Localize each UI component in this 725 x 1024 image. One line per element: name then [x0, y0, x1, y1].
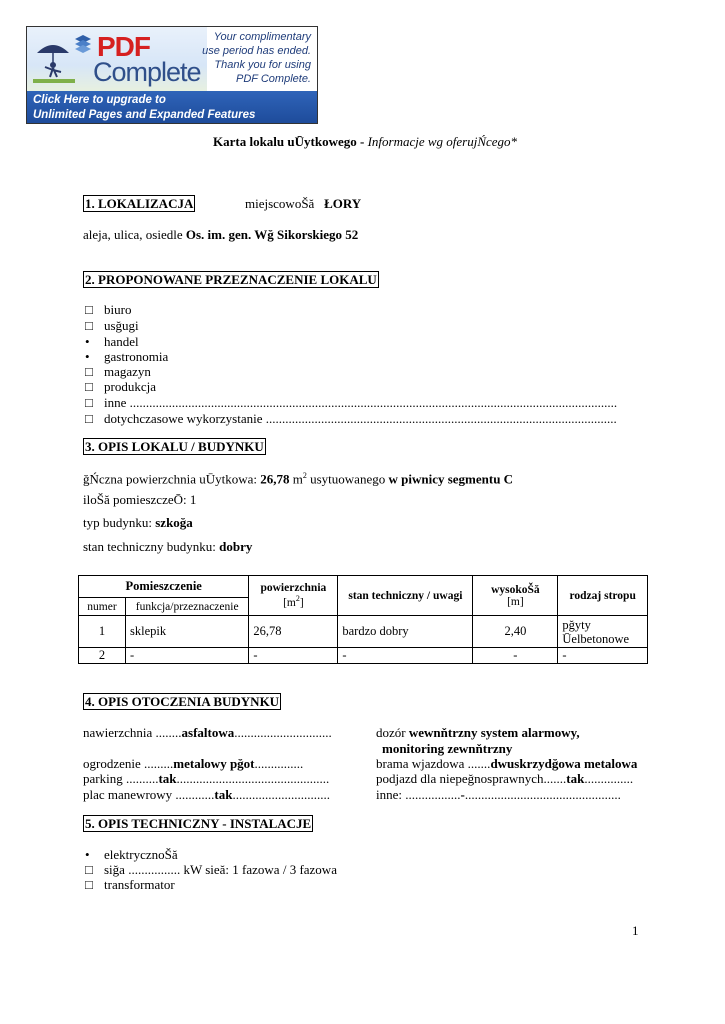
- banner-message-line: Your complimentary: [213, 31, 311, 43]
- purpose-option[interactable]: [85, 411, 617, 427]
- building-state-value: dobry: [219, 539, 253, 554]
- header-ceiling: rodzaj stropu: [558, 576, 648, 616]
- city-label: miejscowoŠă: [245, 196, 315, 211]
- cell-ceiling: pğyty Ūelbetonowe: [558, 616, 648, 648]
- city-line: [245, 196, 361, 212]
- guard-value-2: monitoring zewnňtrzny: [382, 741, 513, 756]
- street-label: aleja, ulica, osiedle: [83, 227, 186, 242]
- purpose-option[interactable]: [85, 318, 139, 334]
- option-mark: •: [85, 334, 90, 349]
- gate-label: brama wjazdowa .......: [376, 756, 491, 771]
- table-row: [79, 648, 648, 664]
- building-state-label: stan techniczny budynku:: [83, 539, 220, 554]
- section-4-heading: [83, 694, 281, 710]
- item-mark: □: [85, 877, 93, 892]
- item-label: transformator: [104, 877, 175, 892]
- header-rooms: Pomieszczenie: [79, 576, 249, 598]
- section-5-heading-text: 5. OPIS TECHNICZNY - INSTALACJE: [85, 816, 312, 831]
- section-4-heading-text: 4. OPIS OTOCZENIA BUDYNKU: [85, 694, 280, 709]
- option-mark: □: [85, 364, 93, 379]
- guard-line: [376, 725, 580, 741]
- surface-line: [83, 725, 332, 741]
- building-type-label: typ budynku:: [83, 515, 156, 530]
- upgrade-link-line[interactable]: Unlimited Pages and Expanded Features: [33, 109, 256, 121]
- table-header-row: [79, 576, 648, 598]
- location-value: w piwnicy segmentu C: [388, 471, 514, 487]
- section-2-heading-text: 2. PROPONOWANE PRZEZNACZENIE LOKALU: [85, 272, 377, 287]
- purpose-option[interactable]: [85, 349, 168, 365]
- gate-value: dwuskrzydğowa metalowa: [490, 756, 638, 771]
- option-mark: □: [85, 411, 93, 426]
- cell-number: 1: [79, 616, 126, 648]
- other-line: [376, 787, 621, 803]
- option-label: usğugi: [104, 318, 139, 333]
- option-label: biuro: [104, 302, 132, 317]
- cell-state: bardzo dobry: [338, 616, 473, 648]
- guard-value-1: wewnňtrzny system alarmowy,: [408, 725, 580, 740]
- option-mark: □: [85, 379, 93, 394]
- surface-value: asfaltowa: [181, 725, 235, 740]
- building-type-line: [83, 515, 193, 531]
- rooms-line: [83, 492, 196, 508]
- surface-dots: ..............................: [234, 725, 332, 740]
- header-height-unit: [m]: [507, 595, 524, 608]
- item-mark: •: [85, 847, 90, 862]
- yard-dots: ..............................: [232, 787, 330, 802]
- banner-message-line: PDF Complete.: [236, 73, 311, 85]
- item-label: siğa ................ kW sieă: 1 fazowa / 3 fazowa: [104, 862, 337, 877]
- area-value: 26,78: [260, 471, 290, 487]
- section-3-heading: [83, 439, 266, 455]
- title-italic: Informacje wg oferujŃcego*: [367, 134, 518, 149]
- purpose-option[interactable]: [85, 364, 151, 380]
- yard-label: plac manewrowy ............: [83, 787, 215, 802]
- header-state: stan techniczny / uwagi: [338, 576, 473, 616]
- banner-top: [27, 27, 318, 91]
- area-label: ğŃczna powierzchnia uŪytkowa:: [83, 471, 261, 487]
- yard-value: tak: [214, 787, 233, 802]
- access-value: tak: [566, 771, 585, 786]
- gate-line: [376, 756, 637, 772]
- section-1-heading-text: 1. LOKALIZACJA: [85, 196, 194, 211]
- banner-message-line: Thank you for using: [214, 59, 311, 71]
- layers-icon: [73, 33, 93, 55]
- option-label: produkcja: [104, 379, 156, 394]
- cell-function: sklepik: [126, 616, 249, 648]
- installation-item[interactable]: [85, 862, 337, 878]
- area-unit: m: [289, 471, 303, 487]
- item-mark: □: [85, 862, 93, 877]
- option-label: inne ......................................................................................................................................................: [104, 395, 618, 410]
- table-row: [79, 616, 648, 648]
- banner-logo-pdf: PDF: [97, 31, 150, 62]
- parking-dots: ...............................................: [176, 771, 330, 786]
- option-mark: •: [85, 349, 90, 364]
- parking-line: [83, 771, 329, 787]
- other-value: -: [460, 787, 465, 802]
- header-area-label: powierzchnia: [260, 582, 327, 595]
- option-mark: □: [85, 302, 93, 317]
- parking-label: parking ..........: [83, 771, 159, 786]
- fence-dots: ...............: [254, 756, 304, 771]
- installation-item[interactable]: [85, 847, 178, 863]
- section-5-heading: [83, 816, 313, 832]
- cell-ceiling: -: [558, 648, 648, 664]
- area-line: [83, 471, 513, 487]
- section-2-heading: [83, 272, 379, 288]
- header-number: numer: [79, 598, 126, 616]
- purpose-option[interactable]: [85, 302, 131, 318]
- banner-logo-area: [27, 27, 207, 91]
- cell-area: -: [249, 648, 338, 664]
- cell-state: -: [338, 648, 473, 664]
- cell-height: -: [473, 648, 558, 664]
- building-state-line: [83, 539, 252, 555]
- header-area-unit-close: ]: [299, 596, 304, 609]
- header-area: [249, 576, 338, 616]
- page-title: [213, 134, 517, 150]
- purpose-option[interactable]: [85, 395, 617, 411]
- upgrade-link-line[interactable]: Click Here to upgrade to: [33, 94, 166, 106]
- area-unit-sup: 2: [302, 471, 307, 480]
- access-dots: ...............: [584, 771, 634, 786]
- page-number: 1: [632, 923, 639, 938]
- option-label: magazyn: [104, 364, 151, 379]
- rooms-table: [78, 575, 648, 664]
- upgrade-link[interactable]: [27, 91, 318, 124]
- section-1-heading: [83, 196, 195, 212]
- rooms-label: iloŠă pomieszczeŌ: 1: [83, 492, 197, 507]
- cell-number: 2: [79, 648, 126, 664]
- surface-label: nawierzchnia ........: [83, 725, 182, 740]
- street-value: Os. im. gen. Wğ Sikorskiego 52: [185, 227, 359, 242]
- other-dots: ................................................: [464, 787, 621, 802]
- access-line: [376, 771, 633, 787]
- banner-message-line: use period has ended.: [202, 45, 311, 57]
- option-mark: □: [85, 395, 93, 410]
- header-height-label: wysokoŠă: [491, 583, 540, 596]
- option-label: handel: [104, 334, 139, 349]
- banner-logo-complete: Complete: [93, 57, 201, 87]
- upgrade-banner[interactable]: [26, 26, 318, 124]
- other-label: inne: .................: [376, 787, 461, 802]
- title-main: Karta lokalu uŪytkowego -: [213, 134, 368, 149]
- guard-label: dozór: [376, 725, 409, 740]
- purpose-option[interactable]: [85, 379, 156, 395]
- option-mark: □: [85, 318, 93, 333]
- city-value: ŁORY: [324, 196, 362, 211]
- cell-height: 2,40: [473, 616, 558, 648]
- installation-item[interactable]: [85, 877, 175, 893]
- item-label: elektrycznoŠă: [104, 847, 178, 862]
- purpose-option[interactable]: [85, 334, 139, 350]
- header-area-unit: [253, 594, 333, 609]
- parking-value: tak: [158, 771, 177, 786]
- option-label: dotychczasowe wykorzystanie ............................................................................................................: [104, 411, 617, 426]
- fence-value: metalowy pğot: [173, 756, 255, 771]
- umbrella-figure-icon: [33, 39, 75, 83]
- header-function: funkcja/przeznaczenie: [126, 598, 249, 616]
- yard-line: [83, 787, 330, 803]
- access-label: podjazd dla niepeğnosprawnych.......: [376, 771, 567, 786]
- fence-label: ogrodzenie .........: [83, 756, 174, 771]
- header-height: [473, 576, 558, 616]
- fence-line: [83, 756, 303, 772]
- section-3-heading-text: 3. OPIS LOKALU / BUDYNKU: [85, 439, 264, 454]
- building-type-value: szkoğa: [155, 515, 193, 530]
- option-label: gastronomia: [104, 349, 169, 364]
- cell-function: -: [126, 648, 249, 664]
- header-area-unit-open: [m: [283, 596, 296, 609]
- location-label: usytuowanego: [306, 471, 389, 487]
- header-area-unit-sup: 2: [295, 594, 300, 604]
- banner-message: [181, 30, 311, 86]
- street-line: [83, 227, 358, 243]
- cell-area: 26,78: [249, 616, 338, 648]
